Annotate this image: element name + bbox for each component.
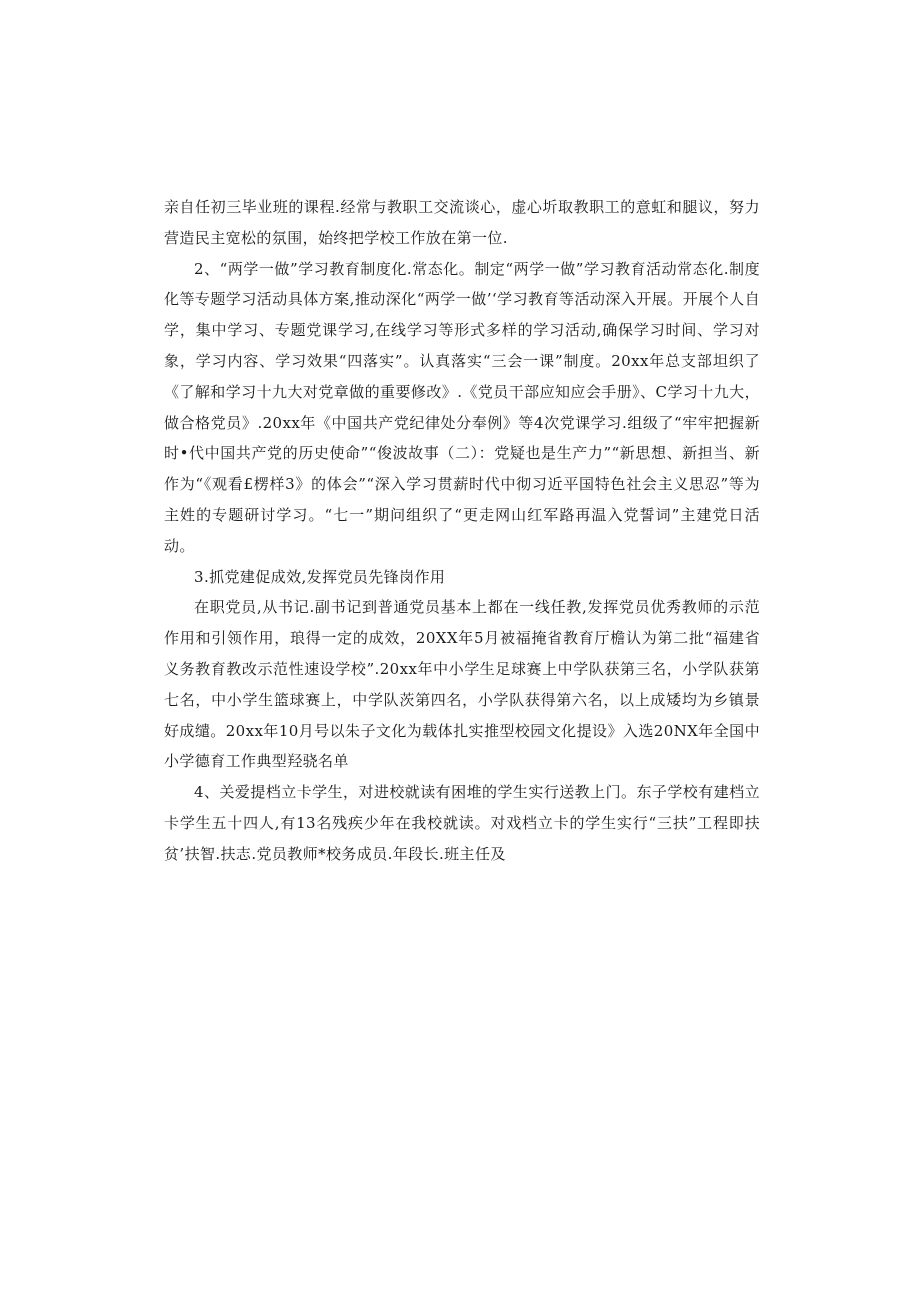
paragraph-care-for-students: 4、关爱提档立卡学生，对进校就读有困堆的学生实行送教上门。东子学校有建档立卡学生五十四人,有13名残疾少年在我校就读。对戏档立卡的学生实行“三扶”工程即扶贫’扶智.扶志.党员教师*校务成员.年段长.班主任及 [164,783,760,863]
paragraph-continuation: 亲自任初三毕业班的课程.经常与教职工交流谈心，虚心圻取教职工的意虹和腿议，努力营造民主宽松的氛围，始终把学校工作放在第一位. [164,198,760,247]
section-heading-party-building: 3.抓党建促成效,发挥党员先锋岗作用 [194,567,446,586]
document-body [164,192,760,870]
paragraph-two-study-one-do: 2、“两学一做”学习教育制度化.常态化。制定“两学一做”学习教育活动常态化.制度化等专题学习活动具体方案,推动深化“两学一做’‘学习教育等活动深入开展。开展个人自学，集中学习、专题党课学习,在线学习等形式多样的学习活动,确保学习时间、学习对象，学习内容、学习效果“四落实”。认真落实“三会一课”制度。20xx年总支部坦织了《了解和学习十九大对党章做的重要修改》.《党员干部应知应会手册》、C学习十九大，做合格党员》.20xx年《中国共产党纪律处分奉例》等4次党课学习.组级了“牢牢把握新时•代中国共产党的历史使命”“俊波故事（二）：党疑也是生产力”“新思想、新担当、新作为“《观看£楞样3》的体会”“深入学习贯薪时代中彻习近平国特色社会主义思忍”等为主姓的专题研讨学习。“七一”期问组织了“更走网山红军路再温入党誓词”主建党日活动。 [164,259,760,555]
paragraph-party-members-role: 在职党员,从书记.副书记到普通党员基本上都在一线任教,发挥党员优秀教师的示范作用和引领作用，琅得一定的成效，20XX年5月被福掩省教育厅檐认为第二批“福建省义务教育教改示范性速设学校”.20xx年中小学生足球赛上中学队获第三名，小学队获第七名，中小学生篮球赛上，中学队茨第四名，小学队获得第六名，以上成矮均为乡镇景好成缱。20xx年10月号以朱子文化为载体扎实推型校园文化提设》入选20NX年全国中小学德育工作典型羟骁名单 [164,598,760,771]
